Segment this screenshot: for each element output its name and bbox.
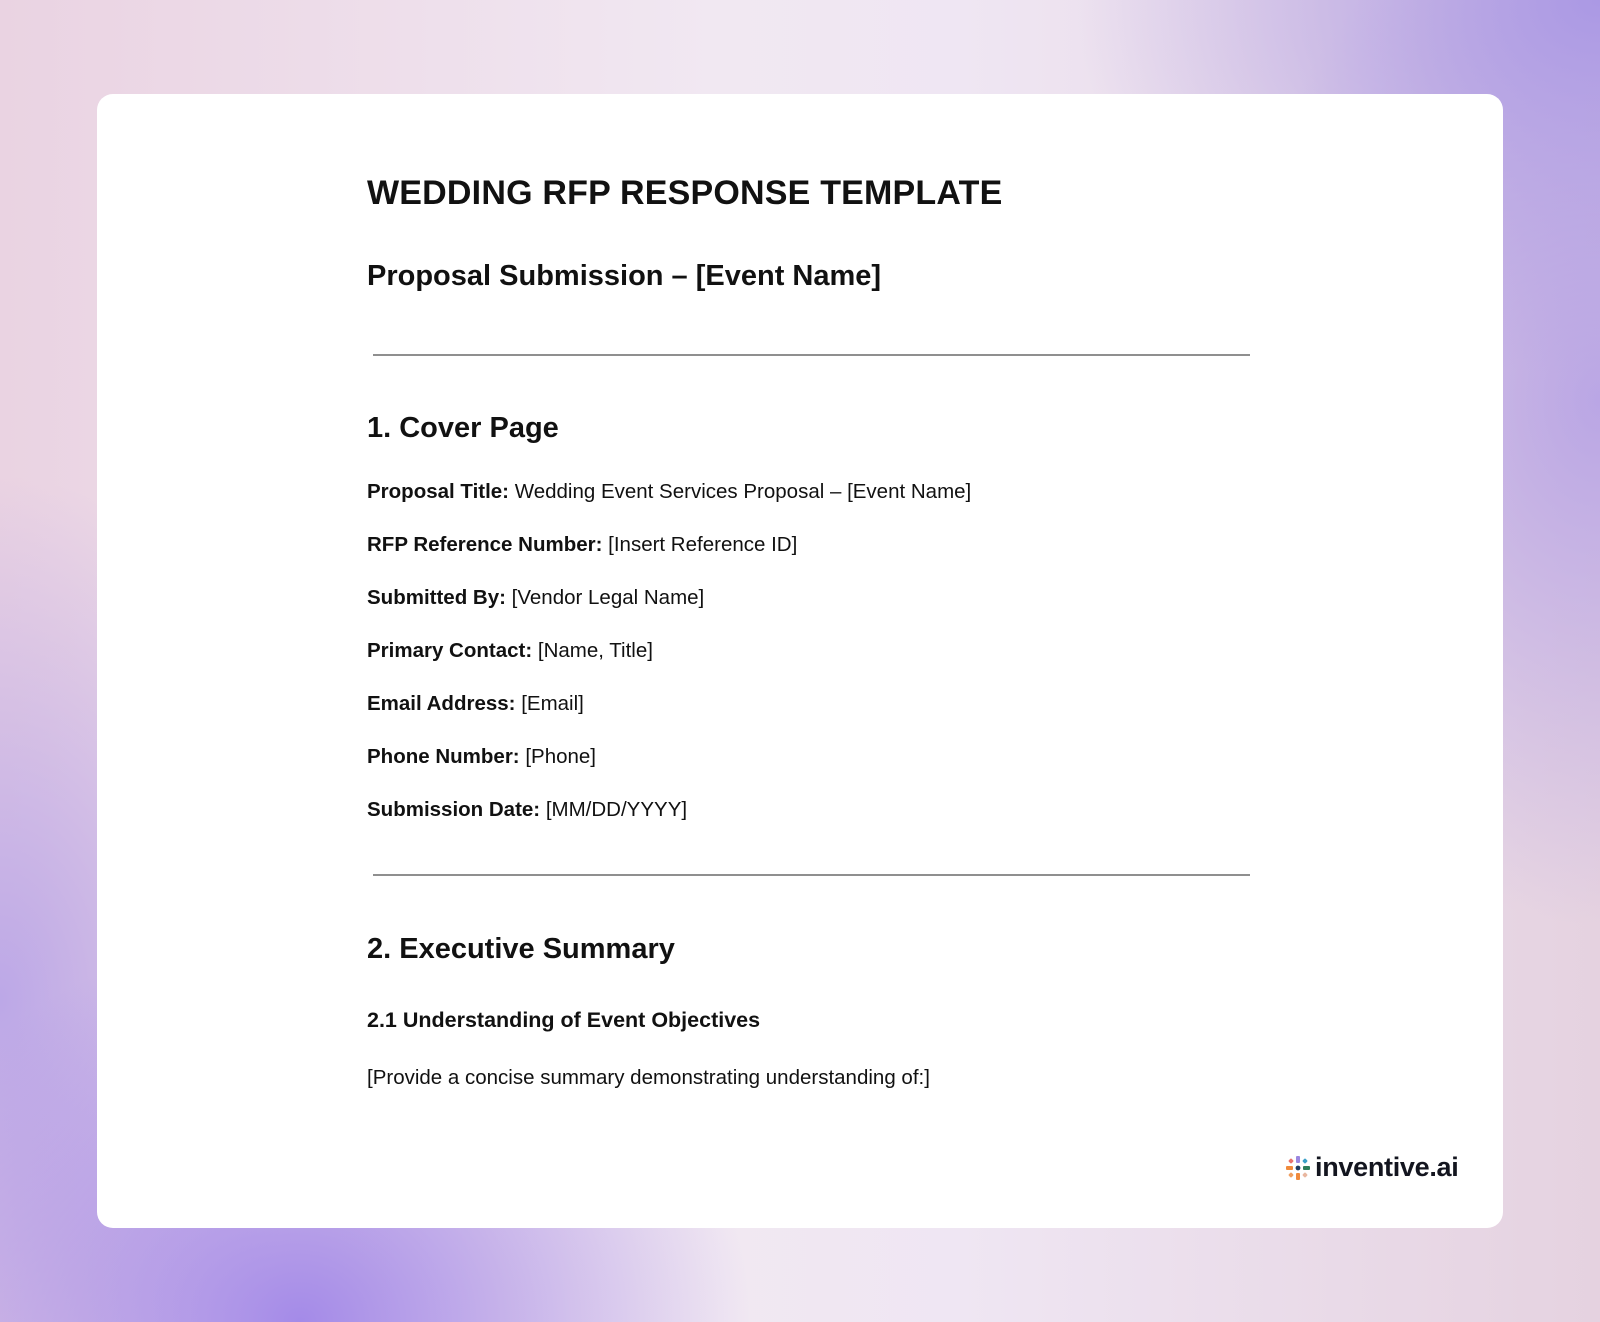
field-value: [Insert Reference ID] (602, 533, 798, 556)
field-label: Phone Number: (367, 745, 520, 768)
subsection-paragraph: [Provide a concise summary demonstrating understanding of:] (367, 1066, 930, 1089)
field-primary-contact (367, 639, 653, 663)
document-card (97, 94, 1503, 1228)
field-label: RFP Reference Number: (367, 533, 603, 556)
field-proposal-title (367, 480, 971, 504)
field-submission-date (367, 798, 687, 822)
field-value: Wedding Event Services Proposal – [Event Name] (509, 480, 972, 503)
field-value: [Vendor Legal Name] (505, 586, 705, 609)
field-submitted-by (367, 586, 704, 610)
field-phone-number (367, 745, 596, 769)
field-label: Primary Contact: (367, 639, 533, 662)
pinwheel-logo-icon (1285, 1155, 1311, 1181)
divider (373, 874, 1250, 876)
field-label: Proposal Title: (367, 480, 510, 503)
document-subtitle: Proposal Submission – [Event Name] (367, 260, 882, 292)
field-rfp-reference-number (367, 533, 797, 557)
field-label: Email Address: (367, 692, 516, 715)
field-email-address (367, 692, 584, 716)
divider (373, 354, 1250, 356)
field-label: Submission Date: (367, 798, 541, 821)
field-value: [Name, Title] (532, 639, 653, 662)
field-value: [Phone] (519, 745, 596, 768)
field-value: [MM/DD/YYYY] (540, 798, 688, 821)
field-value: [Email] (515, 692, 584, 715)
logo-text: inventive.ai (1315, 1152, 1459, 1182)
brand-logo (1285, 1152, 1458, 1183)
field-label: Submitted By: (367, 586, 506, 609)
document-title: WEDDING RFP RESPONSE TEMPLATE (367, 174, 1003, 212)
section-heading-cover-page: 1. Cover Page (367, 412, 559, 444)
section-heading-executive-summary: 2. Executive Summary (367, 933, 675, 965)
subsection-heading-event-objectives: 2.1 Understanding of Event Objectives (367, 1008, 761, 1032)
